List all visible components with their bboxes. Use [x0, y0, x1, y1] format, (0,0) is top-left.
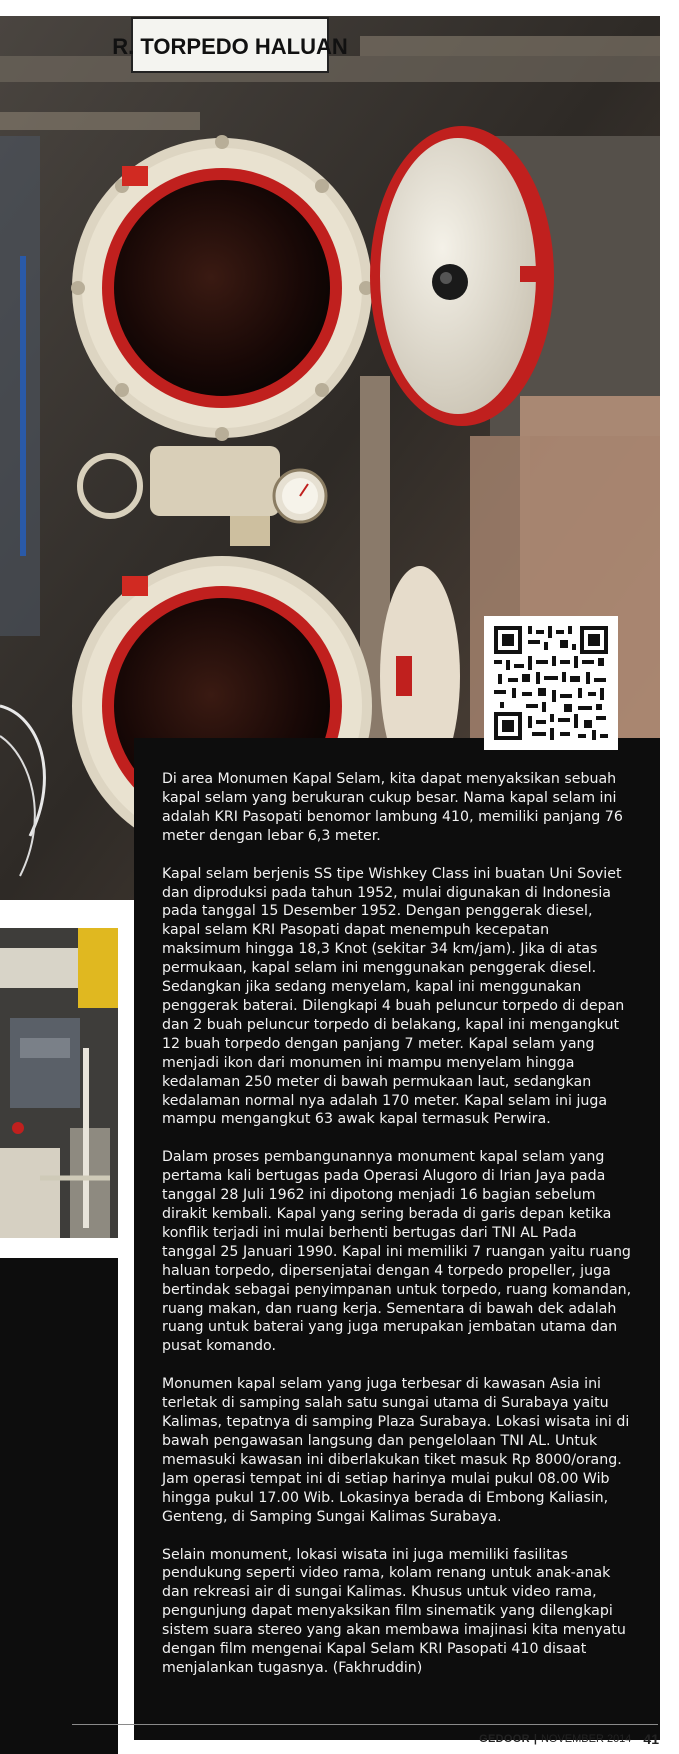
- article-paragraph-2: Kapal selam berjenis SS tipe Wishkey Class ini buatan Uni Soviet dan diproduksi pada tahun 1952, mulai digunakan di Indonesia pada tanggal 15 Desember 1952. Dengan penggerak diesel, kapal selam KRI Pasopati dapat menempuh kecepatan maksimum hingga 18,3 Knot (sekitar 34 km/jam). Jika di atas permukaan, kapal selam ini menggunakan penggerak diesel. Sedangkan jika sedang menyelam, kapal ini menggunakan penggerak baterai. Dilengkapi 4 buah peluncur torpedo di depan dan 2 buah peluncur torpedo di belakang, kapal ini mengangkut 12 buah torpedo dengan panjang 7 meter. Kapal selam yang menjadi ikon dari monumen ini mampu menyelam hingga kedalaman 250 meter di bawah permukaan laut, sedangkan kedalaman normal nya adalah 170 meter. Kapal selam ini juga mampu mengangkut 63 awak kapal termasuk Perwira.: [162, 865, 625, 1128]
- article-paragraph-4: Monumen kapal selam yang juga terbesar di kawasan Asia ini terletak di samping salah satu sungai utama di Surabaya yaitu Kalimas, tepatnya di samping Plaza Surabaya. Lokasi wisata ini di bawah pengawasan langsung dan pengelolaan TNI AL. Untuk memasuki kawasan ini diberlakukan tiket masuk Rp 8000/orang. Jam operasi tempat ini di setiap harinya mulai pukul 08.00 Wib hingga pukul 17.00 Wib. Lokasinya berada di Embong Kaliasin, Genteng, di Samping Sungai Kalimas Surabaya.: [162, 1376, 630, 1525]
- footer-divider: [72, 1724, 658, 1725]
- magazine-name: GEDOOR: [479, 1733, 530, 1745]
- footer-separator: |: [533, 1733, 537, 1745]
- machinery-illustration: [0, 928, 118, 1238]
- issue-date: NOVEMBER 2014: [540, 1733, 632, 1745]
- article-body: [162, 770, 632, 1697]
- qr-code-icon: [494, 626, 608, 740]
- article-paragraph-1: Di area Monumen Kapal Selam, kita dapat menyaksikan sebuah kapal selam yang berukuran cukup besar. Nama kapal selam ini adalah KRI Pasopati benomor lambung 410, memiliki panjang 76 meter dengan lebar 6,3 meter.: [162, 771, 623, 844]
- submarine-interior-photo: [0, 928, 118, 1238]
- torpedo-room-sign: R. TORPEDO HALUAN: [112, 34, 348, 59]
- page-number: 41: [643, 1731, 659, 1747]
- article-paragraph-5: Selain monument, lokasi wisata ini juga memiliki fasilitas pendukung seperti video rama, kolam renang untuk anak-anak dan rekreasi air di sungai Kalimas. Khusus untuk video rama, pengunjung dapat menyaksikan film sinematik yang dilengkapi sistem suara stereo yang akan membawa imajinasi kita menyatu dengan film mengenai Kapal Selam KRI Pasopati 410 disaat menjalankan tugasnya. (Fakhruddin): [162, 1546, 626, 1676]
- decorative-dark-strip: [0, 1258, 118, 1754]
- qr-code[interactable]: [484, 616, 618, 750]
- article-paragraph-3: Dalam proses pembangunannya monument kapal selam yang pertama kali bertugas pada Operasi Alugoro di Irian Jaya pada tanggal 28 Juli 1962 ini dipotong menjadi 16 bagian sebelum dirakit kembali. Kapal yang sering berada di garis depan ketika konflik terjadi ini mulai berhenti bertugas dari TNI AL Pada tanggal 25 Januari 1990. Kapal ini memiliki 7 ruangan yaitu ruang haluan torpedo, dipersenjatai dengan 4 torpedo propeller, juga bertindak sebagai penyimpanan untuk torpedo, ruang komandan, ruang makan, dan ruang kerja. Sementara di bawah dek adalah ruang untuk baterai yang juga merupakan jembatan utama dan pusat komando.: [162, 1149, 632, 1355]
- page-footer: [479, 1728, 659, 1750]
